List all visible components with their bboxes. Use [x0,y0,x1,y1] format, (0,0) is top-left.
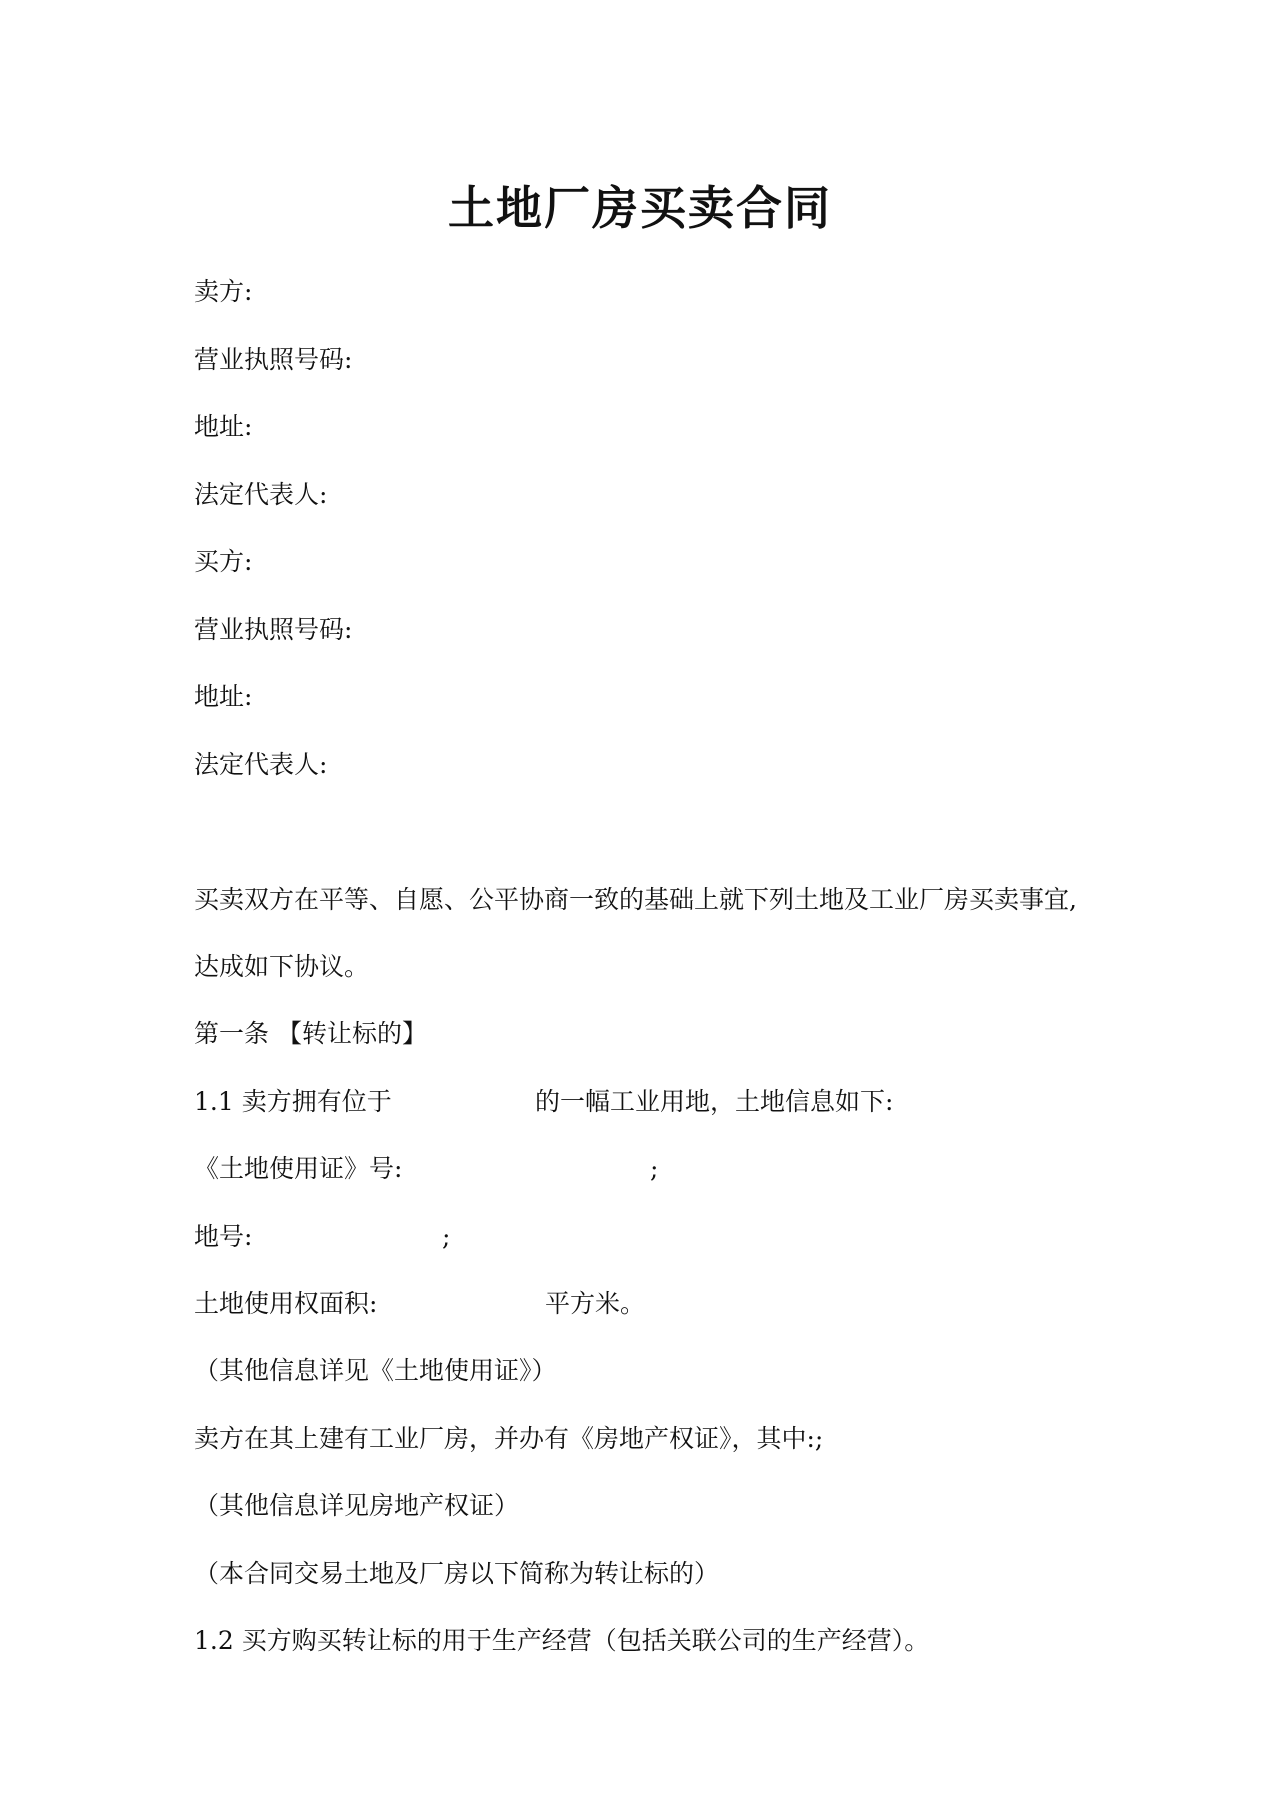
seller-address-label: 地址: [194,412,253,441]
note-property: （其他信息详见房地产权证） [194,1491,520,1520]
area-label: 土地使用权面积: [194,1289,378,1318]
land-cert-end: ; [650,1154,659,1183]
buyer-legal-rep-label: 法定代表人: [194,750,328,779]
note-land: （其他信息详见《土地使用证》） [194,1356,557,1385]
document-title: 土地厂房买卖合同 [448,181,832,235]
area-unit: 平方米。 [545,1289,646,1318]
buyer-address-label: 地址: [194,682,253,711]
clause-1-1-prefix: 1.1 卖方拥有位于 [194,1087,392,1116]
seller-label: 卖方: [194,277,253,306]
preamble-line-1: 买卖双方在平等、自愿、公平协商一致的基础上就下列土地及工业厂房买卖事宜, [194,885,1077,914]
seller-legal-rep-label: 法定代表人: [194,480,328,509]
parcel-end: ; [442,1222,451,1251]
factory-line: 卖方在其上建有工业厂房，并办有《房地产权证》，其中:; [194,1424,824,1453]
seller-license-label: 营业执照号码: [194,345,353,374]
clause-1-1-suffix: 的一幅工业用地，土地信息如下: [535,1087,894,1116]
preamble-line-2: 达成如下协议。 [194,952,370,981]
parcel-label: 地号: [194,1222,253,1251]
buyer-label: 买方: [194,547,253,576]
article-1-heading: 第一条 【转让标的】 [194,1019,427,1048]
land-cert-label: 《土地使用证》号: [194,1154,403,1183]
note-abbrev: （本合同交易土地及厂房以下简称为转让标的） [194,1559,720,1588]
buyer-license-label: 营业执照号码: [194,615,353,644]
clause-1-2: 1.2 买方购买转让标的用于生产经营（包括关联公司的生产经营）。 [194,1626,930,1655]
